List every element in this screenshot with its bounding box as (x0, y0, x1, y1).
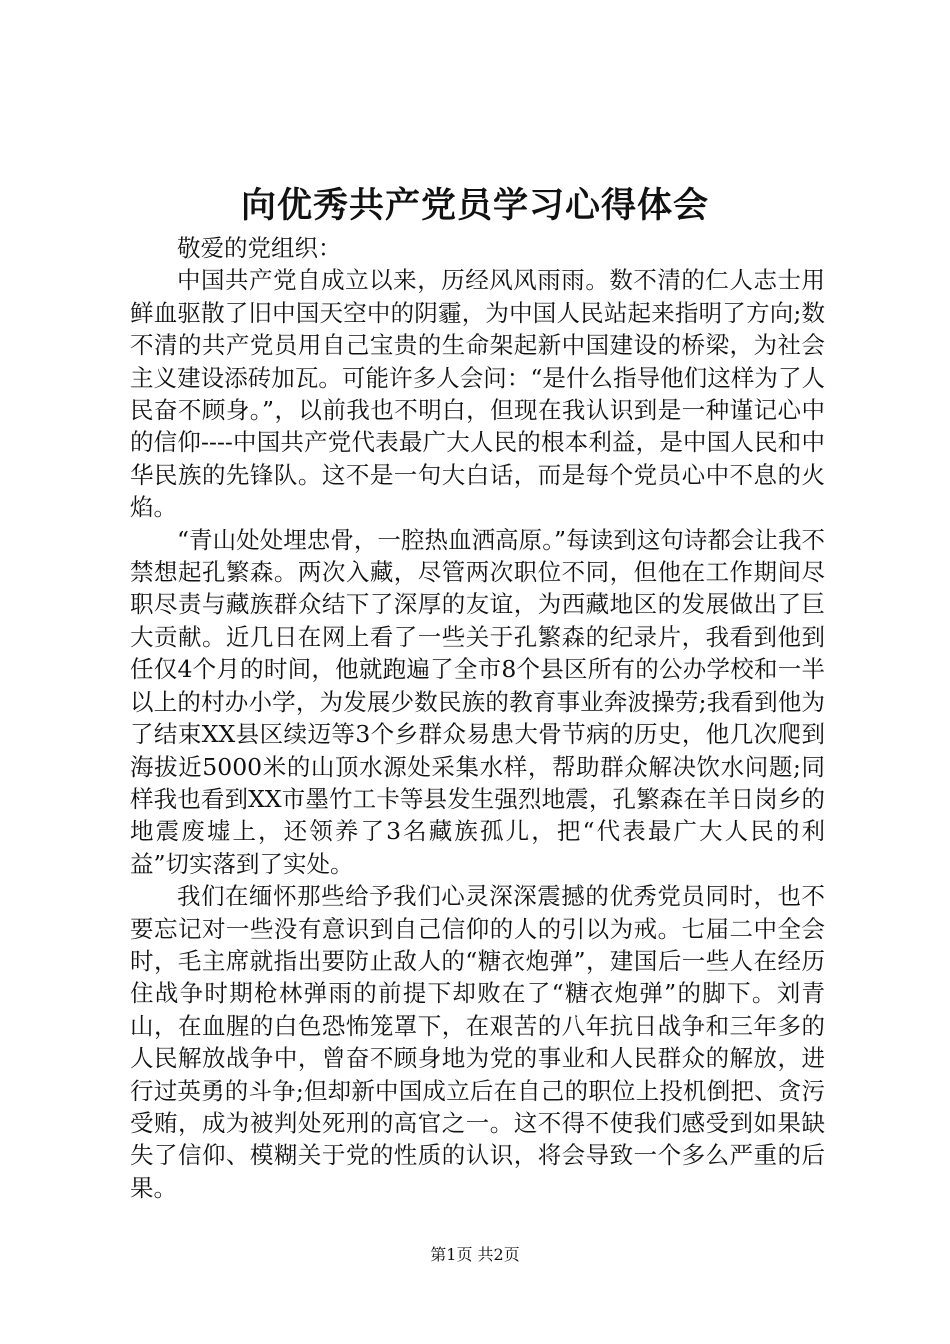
page-footer: 第1页 共2页 (430, 1245, 520, 1264)
document-body (130, 232, 825, 1204)
paragraph-2: “青山处处埋忠骨，一腔热血洒高原。”每读到这句诗都会让我不禁想起孔繁森。两次入藏，尽管两次职位不同，但他在工作期间尽职尽责与藏族群众结下了深厚的友谊，为西藏地区的发展做出了巨大贡献。近几日在网上看了一些关于孔繁森的纪录片，我看到他到任仅4个月的时间，他就跑遍了全市8个县区所有的公办学校和一半以上的村办小学，为发展少数民族的教育事业奔波操劳;我看到他为了结束XX县区续迈等3个乡群众易患大骨节病的历史，他几次爬到海拔近5000米的山顶水源处采集水样，帮助群众解决饮水问题;同样我也看到XX市墨竹工卡等县发生强烈地震，孔繁森在羊日岗乡的地震废墟上，还领养了3名藏族孤儿，把“代表最广大人民的利益”切实落到了实处。 (130, 525, 825, 878)
paragraph-3: 我们在缅怀那些给予我们心灵深深震撼的优秀党员同时，也不要忘记对一些没有意识到自己信仰的人的引以为戒。七届二中全会时，毛主席就指出要防止敌人的“糖衣炮弹”，建国后一些人在经历住战争时期枪林弹雨的前提下却败在了“糖衣炮弹”的脚下。刘青山，在血腥的白色恐怖笼罩下，在艰苦的八年抗日战争和三年多的人民解放战争中，曾奋不顾身地为党的事业和人民群众的解放，进行过英勇的斗争;但却新中国成立后在自己的职位上投机倒把、贪污受贿，成为被判处死刑的高官之一。这不得不使我们感受到如果缺失了信仰、模糊关于党的性质的认识，将会导致一个多么严重的后果。 (130, 882, 825, 1202)
paragraph-1: 中国共产党自成立以来，历经风风雨雨。数不清的仁人志士用鲜血驱散了旧中国天空中的阴霾，为中国人民站起来指明了方向;数不清的共产党员用自己宝贵的生命架起新中国建设的桥梁，为社会主义建设添砖加瓦。可能许多人会问：“是什么指导他们这样为了人民奋不顾身。”，以前我也不明白，但现在我认识到是一种谨记心中的信仰----中国共产党代表最广大人民的根本利益，是中国人民和中华民族的先锋队。这不是一句大白话，而是每个党员心中不息的火焰。 (130, 266, 825, 522)
document-title: 向优秀共产党员学习心得体会 (240, 185, 709, 226)
salutation: 敬爱的党组织： (177, 234, 342, 262)
